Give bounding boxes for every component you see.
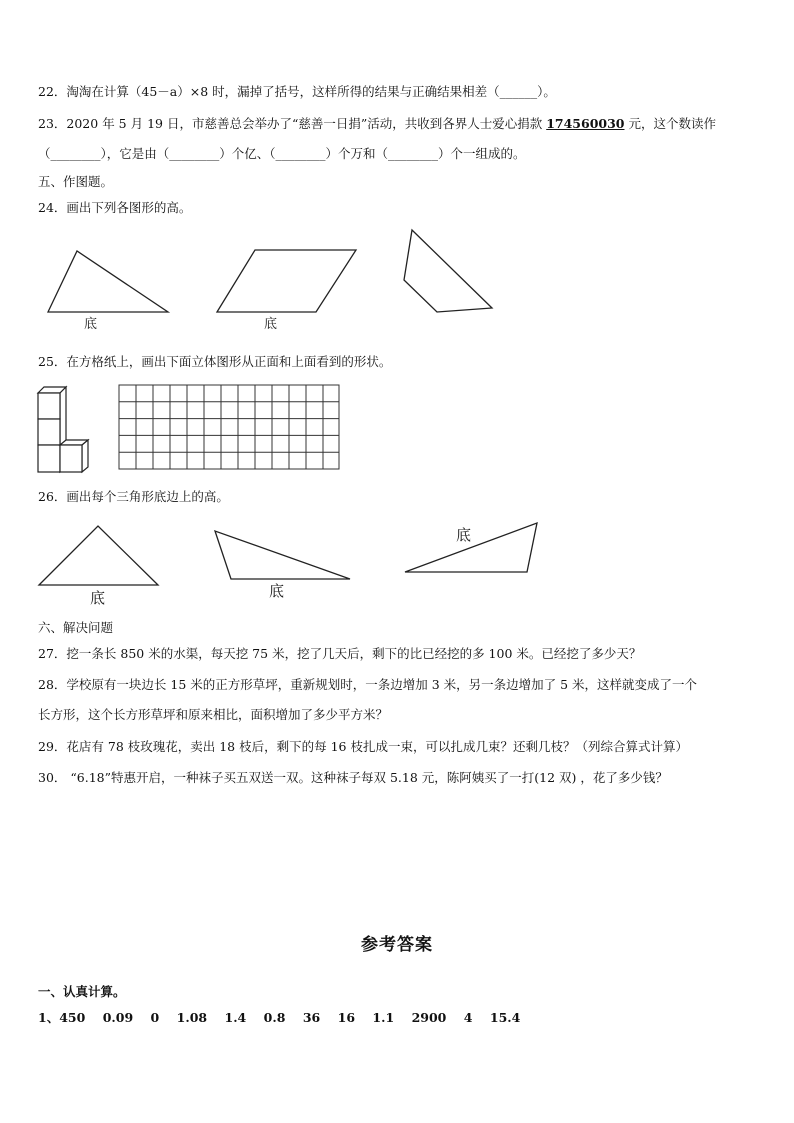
question-22: 22．淘淘在计算（45－a）×8 时，漏掉了括号，这样所得的结果与正确结果相差（______）。 — [38, 84, 556, 99]
q25-grid-paper — [118, 384, 348, 474]
q26-base-label-1: 底 — [90, 589, 106, 607]
question-24: 24．画出下列各图形的高。 — [38, 200, 192, 215]
question-28-line2: 长方形，这个长方形草坪和原来相比，面积增加了多少平方米？ — [38, 707, 389, 722]
donation-amount: 174560030 — [546, 116, 625, 131]
question-26: 26．画出每个三角形底边上的高。 — [38, 489, 229, 504]
question-27: 27．挖一条长 850 米的水渠，每天挖 75 米，挖了几天后，剩下的比已经挖的多 100 米。已经挖了多少天？ — [38, 646, 642, 661]
answers-title: 参考答案 — [361, 935, 433, 955]
question-25: 25．在方格纸上，画出下面立体图形从正面和上面看到的形状。 — [38, 354, 392, 369]
q26-figures — [0, 510, 794, 610]
answers-section-1: 一、认真计算。 — [38, 984, 126, 999]
question-23-text-a: 23．2020 年 5 月 19 日，市慈善总会举办了“慈善一日捐”活动，共收到各界人士爱心捐款 — [38, 116, 547, 131]
section-5-title: 五、作图题。 — [38, 174, 114, 189]
question-28-line1: 28．学校原有一块边长 15 米的正方形草坪，重新规划时，一条边增加 3 米，另一条边增加了 5 米，这样就变成了一个 — [38, 677, 698, 692]
q26-base-label-3: 底 — [456, 526, 472, 544]
question-23-line2: （________），它是由（________）个亿、（________）个万和（________）个一组成的。 — [38, 146, 526, 161]
question-23-line1 — [38, 116, 716, 132]
q26-triangle-1 — [39, 526, 158, 585]
answers-line-1: 1、450 0.09 0 1.08 1.4 0.8 36 16 1.1 2900 4 15.4 — [38, 1010, 521, 1025]
q24-triangle — [48, 251, 168, 312]
q24-base-label-2: 底 — [264, 317, 278, 332]
q24-base-label-1: 底 — [84, 317, 98, 332]
section-6-title: 六、解决问题 — [38, 620, 114, 635]
question-30: 30． “6.18”特惠开启，一种袜子买五双送一双。这种袜子每双 5.18 元，陈阿姨买了一打(12 双) ，花了多少钱？ — [38, 770, 668, 785]
q24-figures — [0, 220, 794, 340]
q24-parallelogram — [217, 250, 356, 312]
question-23-text-b: 元，这个数读作 — [624, 116, 716, 131]
question-29: 29．花店有 78 枝玫瑰花，卖出 18 枝后，剩下的每 16 枝扎成一束，可以扎成几束？还剩几枝？（列综合算式计算） — [38, 739, 688, 754]
q26-base-label-2: 底 — [269, 582, 285, 600]
q24-trapezoid — [404, 230, 492, 312]
q26-triangle-2 — [215, 531, 350, 579]
